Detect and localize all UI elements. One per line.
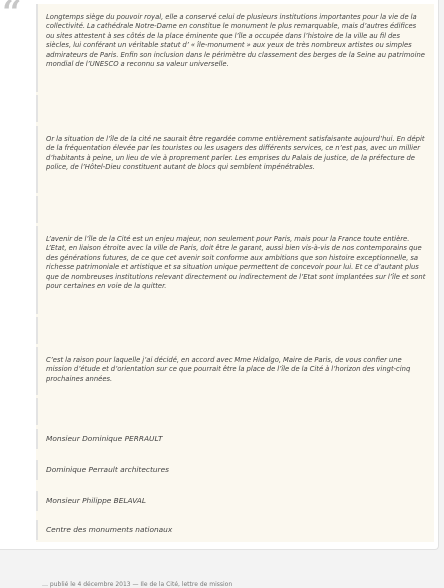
signature-text: Dominique Perrault architectures [46, 465, 169, 474]
quote-paragraph-block [36, 4, 434, 92]
quote-paragraph: Or la situation de l’île de la cité ne saurait être regardée comme entièrement satisfaisante aujourd’hui. En dépit de la fréquentation élevée par les touristes ou les usagers des différents services, ce n’est pas, avec un millier d’habitants à peine, un lieu de vie à proprement parler. Les emprises du Palais de justice, de la préfecture de police, de l’Hôtel-Dieu constituent autant de blocs qui semblent impénétrables. [46, 135, 425, 172]
quote-paragraph-block [36, 347, 434, 395]
signature-line [36, 520, 434, 540]
quote-paragraph-block [36, 226, 434, 314]
signature-text: Monsieur Dominique PERRAULT [46, 434, 163, 443]
signature-line [36, 429, 434, 449]
blockquote [36, 4, 434, 542]
quote-paragraph-block [36, 126, 434, 193]
quote-divider [36, 398, 434, 425]
quote-divider [36, 317, 434, 344]
signature-line [36, 491, 434, 511]
signature-line [36, 460, 434, 480]
quote-divider [36, 196, 434, 223]
signature-text: Monsieur Philippe BELAVAL [46, 496, 146, 505]
signature-text: Centre des monuments nationaux [46, 525, 173, 534]
quote-mark-icon: “ [2, 0, 22, 33]
quote-paragraph: L’avenir de l’île de la Cité est un enjeu majeur, non seulement pour Paris, mais pour la France toute entière. L’Etat, en liaison étroite avec la ville de Paris, doit être le garant, aussi bien vis-à-vis de nos contemporains que des générations futures, de ce que cet avenir soit conforme aux ambitions que son histoire exceptionnelle, sa richesse patrimoniale et artistique et sa situation unique permettent de concevoir pour lui. Et ce d’autant plus que de nombreuses institutions relevant directement ou indirectement de l’Etat sont implantées sur l’île et sont pour certaines en voie de la quitter. [46, 235, 426, 291]
quote-divider [36, 95, 434, 122]
quote-paragraph: Longtemps siège du pouvoir royal, elle a conservé celui de plusieurs institutions importantes pour la vie de la collectivité. La cathédrale Notre-Dame en constitue le monument le plus remarquable, mais d’autres édifices ou sites attestent à ses côtés de la place éminente que l’île a occupée dans l’histoire de la ville au fil des siècles, lui conférant un véritable statut d’ « île-monument » aux yeux de très nombreux artistes ou simples admirateurs de Paris. Enfin son inclusion dans le périmètre du classement des berges de la Seine au patrimoine mondial de l’UNESCO a reconnu sa valeur universelle. [46, 13, 425, 69]
quote-paragraph: C’est la raison pour laquelle j’ai décidé, en accord avec Mme Hidalgo, Maire de Paris, de vous confier une mission d’étude et d’orientation sur ce que pourrait être la place de l’île de la Cité à l’horizon des vingt-cinq prochaines années. [46, 356, 411, 383]
footer-text: … publié le 4 décembre 2013 — Île de la Cité, lettre de mission [42, 581, 233, 588]
